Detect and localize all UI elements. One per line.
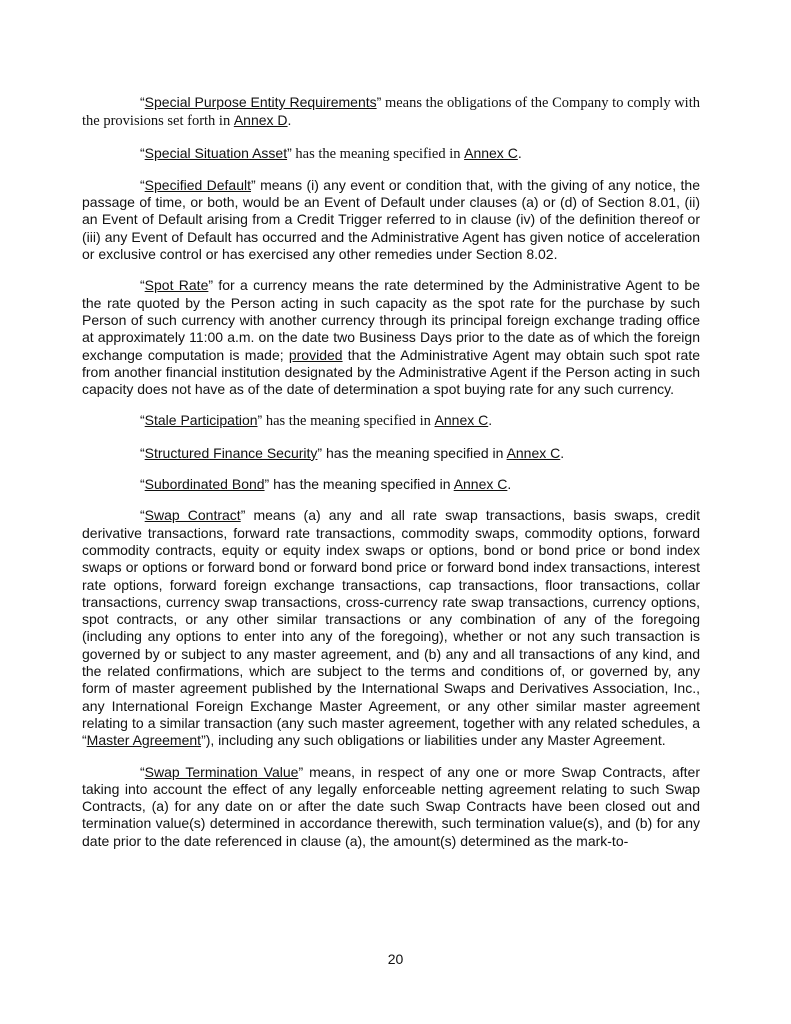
document-body [82, 94, 700, 864]
cross-reference: Annex C [506, 444, 561, 461]
defined-term: Swap Contract [144, 507, 241, 524]
definition-text-end: ”), including any such obligations or liabilities under any Master Agreement. [201, 732, 666, 749]
definition-text: has the meaning specified in [322, 444, 507, 461]
definition-special-situation-asset: “Special Situation Asset” has the meaning specified in Annex C. [140, 144, 522, 162]
definition-text-end: that the Administrative Agent may obtain such spot rate from another financial institution designated by the Administrative Agent if the Person acting in such capacity does not have as of the date of determination a spot buying rate for any such currency. [82, 346, 700, 398]
inline-defined-term: Master Agreement [86, 732, 202, 749]
definition-spot-rate: “Spot Rate” for a currency means the rate determined by the Administrative Agent to be the rate quoted by the Person acting in such capacity as the spot rate for the purchase by such Person of such currency with another currency through its principal foreign exchange trading office at approximately 11:00 a.m. on the date two Business Days prior to the date as of which the foreign exchange computation is made; provided that the Administrative Agent may obtain such spot rate from another financial institution designated by the Administrative Agent if the Person acting in such capacity does not have as of the date of determination a spot buying rate for any such currency. [82, 277, 700, 398]
definition-text: has the meaning specified in [291, 145, 465, 162]
definition-text-end: . [517, 144, 522, 161]
defined-term: Structured Finance Security [144, 444, 318, 461]
defined-term: Special Situation Asset [144, 144, 288, 161]
definition-text: means the obligations of the Company to comply with the provisions set forth in [82, 95, 700, 130]
definition-text-end: . [287, 112, 292, 129]
definition-swap-termination-value: “Swap Termination Value” means, in respect of any one or more Swap Contracts, after taking into account the effect of any legally enforceable netting agreement relating to such Swap Contracts, (a) for any date on or after the date such Swap Contracts have been closed out and termination value(s) determined in accordance therewith, such termination value(s), and (b) for any date prior to the date referenced in clause (a), the amount(s) determined as the mark-to- [82, 763, 700, 849]
cross-reference: Annex D [233, 112, 288, 129]
definition-text: for a currency means the rate determined by the Administrative Agent to be the rate quoted by the Person acting in such capacity as the spot rate for the purchase by such Person of such currency with another currency through its principal foreign exchange trading office at approximately 11:00 a.m. on the date two Business Days prior to the date as of which the foreign exchange computation is made; [82, 277, 700, 363]
defined-term: Special Purpose Entity Requirements [144, 94, 377, 110]
cross-reference: Annex C [464, 144, 518, 161]
cross-reference: Annex C [434, 412, 489, 429]
definition-text: means, in respect of any one or more Swap Contracts, after taking into account the effect of any legally enforceable netting agreement relating to such Swap Contracts, (a) for any date on or after the date such Swap Contracts have been closed out and termination value(s) determined in accordance therewith, such termination value(s), and (b) for any date prior to the date referenced in clause (a), the amount(s) determined as the mark-to- [82, 763, 700, 849]
defined-term: Stale Participation [144, 412, 258, 429]
defined-term: Swap Termination Value [144, 763, 299, 780]
definition-text: has the meaning specified in [269, 476, 454, 493]
definition-text: means (a) any and all rate swap transactions, basis swaps, credit derivative transactions, forward rate transactions, commodity swaps, commodity options, forward commodity contracts, equity or equity index swaps or options, bond or bond price or bond index swaps or options or forward bond or forward bond price or forward bond index transactions, interest rate options, forward foreign exchange transactions, cap transactions, floor transactions, collar transactions, currency swap transactions, cross-currency rate swap transactions, currency options, spot contracts, or any other similar transactions or any combination of any of the foregoing (including any options to enter into any of the foregoing), whether or not any such transaction is governed by or subject to any master agreement, and (b) any and all transactions of any kind, and the related confirmations, which are subject to the terms and conditions of, or governed by, any form of master agreement published by the International Swaps and Derivatives Association, Inc., any International Foreign Exchange Master Agreement, or any other similar master agreement relating to a similar transaction (any such master agreement, together with any related schedules, a “ [82, 507, 700, 749]
definition-text-end: . [560, 444, 565, 461]
proviso-term: provided [288, 346, 343, 363]
definition-text-end: . [507, 476, 512, 493]
definition-subordinated-bond: “Subordinated Bond” has the meaning specified in Annex C. [140, 476, 512, 493]
definition-text-end: . [488, 412, 493, 429]
definition-structured-finance-security: “Structured Finance Security” has the meaning specified in Annex C. [140, 444, 565, 461]
defined-term: Spot Rate [144, 277, 209, 294]
cross-reference: Annex C [453, 476, 508, 493]
definition-text: has the meaning specified in [262, 413, 435, 430]
page-number: 20 [387, 951, 404, 967]
definition-text: means (i) any event or condition that, with the giving of any notice, the passage of time, or both, would be an Event of Default under clauses (a) or (d) of Section 8.01, (ii) an Event of Default arising from a Credit Trigger referred to in clause (iv) of the definition thereof or (iii) any Event of Default has occurred and the Administrative Agent has given notice of acceleration or exclusive control or has exercised any other remedies under Section 8.02. [82, 176, 701, 263]
definition-special-purpose-entity-requirements: “Special Purpose Entity Requirements” means the obligations of the Company to comply with the provisions set forth in Annex D. [82, 94, 700, 130]
definition-stale-participation: “Stale Participation” has the meaning specified in Annex C. [140, 412, 493, 430]
defined-term: Subordinated Bond [144, 476, 265, 493]
definition-specified-default: “Specified Default” means (i) any event or condition that, with the giving of any notice, the passage of time, or both, would be an Event of Default under clauses (a) or (d) of Section 8.01, (ii) an Event of Default arising from a Credit Trigger referred to in clause (iv) of the definition thereof or (iii) any Event of Default has occurred and the Administrative Agent has given notice of acceleration or exclusive control or has exercised any other remedies under Section 8.02. [82, 176, 701, 263]
definition-swap-contract: “Swap Contract” means (a) any and all rate swap transactions, basis swaps, credit derivative transactions, forward rate transactions, commodity swaps, commodity options, forward commodity contracts, equity or equity index swaps or options, bond or bond price or bond index swaps or options or forward bond or forward bond price or forward bond index transactions, interest rate options, forward foreign exchange transactions, cap transactions, floor transactions, collar transactions, currency swap transactions, cross-currency rate swap transactions, currency options, spot contracts, or any other similar transactions or any combination of any of the foregoing (including any options to enter into any of the foregoing), whether or not any such transaction is governed by or subject to any master agreement, and (b) any and all transactions of any kind, and the related confirmations, which are subject to the terms and conditions of, or governed by, any form of master agreement published by the International Swaps and Derivatives Association, Inc., any International Foreign Exchange Master Agreement, or any other similar master agreement relating to a similar transaction (any such master agreement, together with any related schedules, a “Master Agreement”), including any such obligations or liabilities under any Master Agreement. [82, 507, 700, 749]
defined-term: Specified Default [144, 176, 252, 193]
